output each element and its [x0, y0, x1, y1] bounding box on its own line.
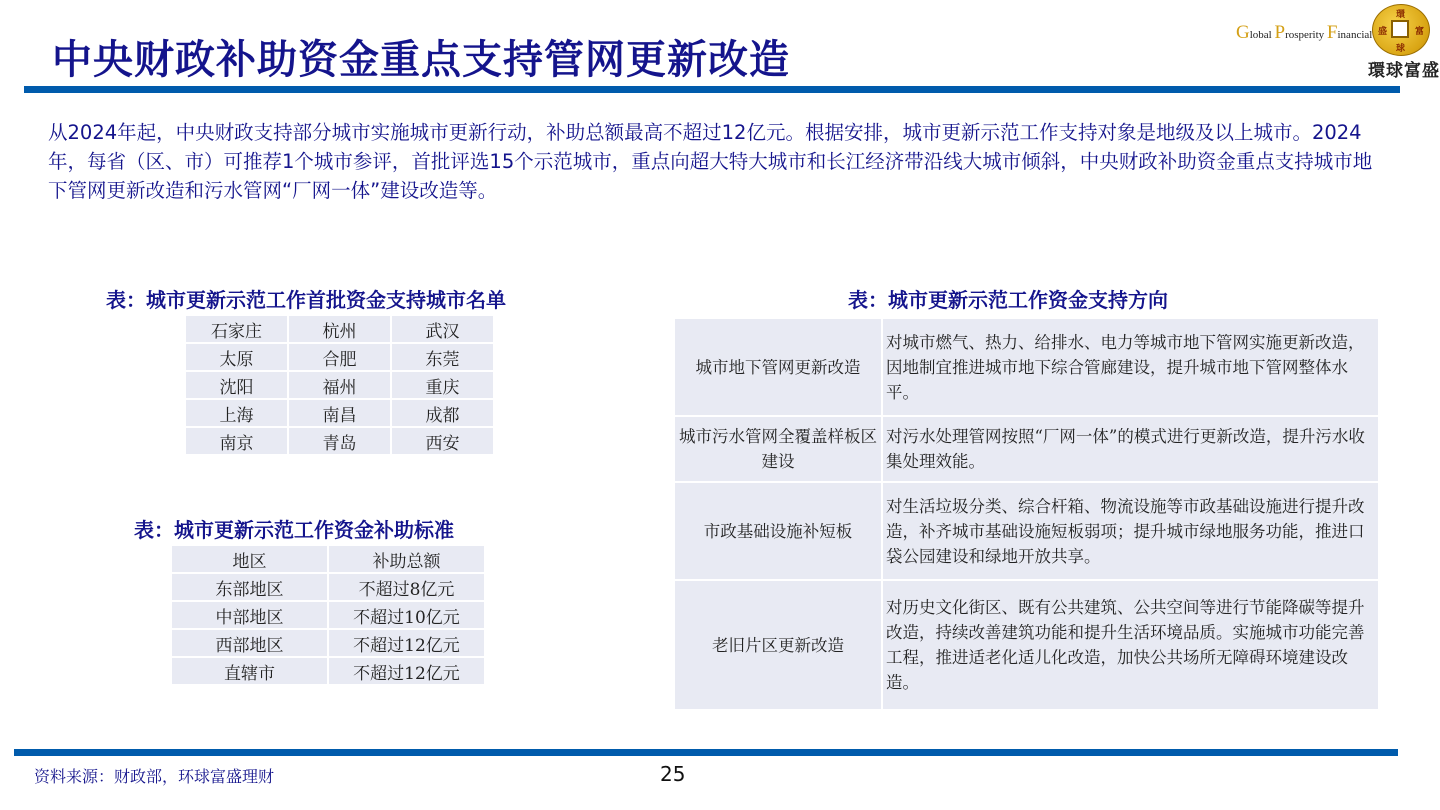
subsidy-table: [170, 544, 486, 686]
table-row: 东部地区 不超过8亿元: [172, 574, 484, 600]
company-logo: [1232, 4, 1440, 84]
source-note: 资料来源：财政部，环球富盛理财: [34, 767, 275, 786]
table-row: 城市污水管网全覆盖样板区建设 对污水处理管网按照“厂网一体”的模式进行更新改造，提升污水收集处理效能。: [675, 417, 1378, 481]
direction-table-caption: 表：城市更新示范工作资金支持方向: [848, 288, 1168, 312]
table-row: 中部地区 不超过10亿元: [172, 602, 484, 628]
city-table: [184, 314, 495, 456]
table-header-row: 地区 补助总额: [172, 546, 484, 572]
logo-english-name: Global Prosperity Financial: [1236, 22, 1373, 43]
page-number: 25: [660, 762, 686, 786]
header-divider: [24, 86, 1400, 93]
page-title: 中央财政补助资金重点支持管网更新改造: [52, 37, 790, 83]
table-row: 城市地下管网更新改造 对城市燃气、热力、给排水、电力等城市地下管网实施更新改造，因地制宜推进城市地下综合管廊建设，提升城市地下管网整体水平。: [675, 319, 1378, 415]
city-table-caption: 表：城市更新示范工作首批资金支持城市名单: [106, 288, 506, 312]
footer-divider: [14, 749, 1398, 756]
intro-paragraph: 从2024年起，中央财政支持部分城市实施城市更新行动，补助总额最高不超过12亿元。根据安排，城市更新示范工作支持对象是地级及以上城市。2024年，每省（区、市）可推荐1个城市参评，首批评选15个示范城市，重点向超大特大城市和长江经济带沿线大城市倾斜，中央财政补助资金重点支持城市地下管网更新改造和污水管网“厂网一体”建设改造等。: [48, 121, 1373, 202]
table-row: 石家庄 杭州 武汉: [186, 316, 493, 342]
table-row: 直辖市 不超过12亿元: [172, 658, 484, 684]
table-row: 南京 青岛 西安: [186, 428, 493, 454]
table-row: 老旧片区更新改造 对历史文化街区、既有公共建筑、公共空间等进行节能降碳等提升改造，持续改善建筑功能和提升生活环境品质。实施城市功能完善工程，推进适老化适儿化改造，加快公共场所无障碍环境建设改造。: [675, 581, 1378, 709]
table-row: 市政基础设施补短板 对生活垃圾分类、综合杆箱、物流设施等市政基础设施进行提升改造，补齐城市基础设施短板弱项；提升城市绿地服务功能，推进口袋公园建设和绿地开放共享。: [675, 483, 1378, 579]
table-row: 沈阳 福州 重庆: [186, 372, 493, 398]
subsidy-table-caption: 表：城市更新示范工作资金补助标准: [134, 518, 454, 542]
table-row: 上海 南昌 成都: [186, 400, 493, 426]
direction-table: [673, 317, 1380, 711]
logo-chinese-name: 環球富盛: [1368, 61, 1440, 81]
table-row: 太原 合肥 东莞: [186, 344, 493, 370]
table-row: 西部地区 不超过12亿元: [172, 630, 484, 656]
coin-logo-icon: 環 球 富 盛: [1372, 4, 1430, 56]
